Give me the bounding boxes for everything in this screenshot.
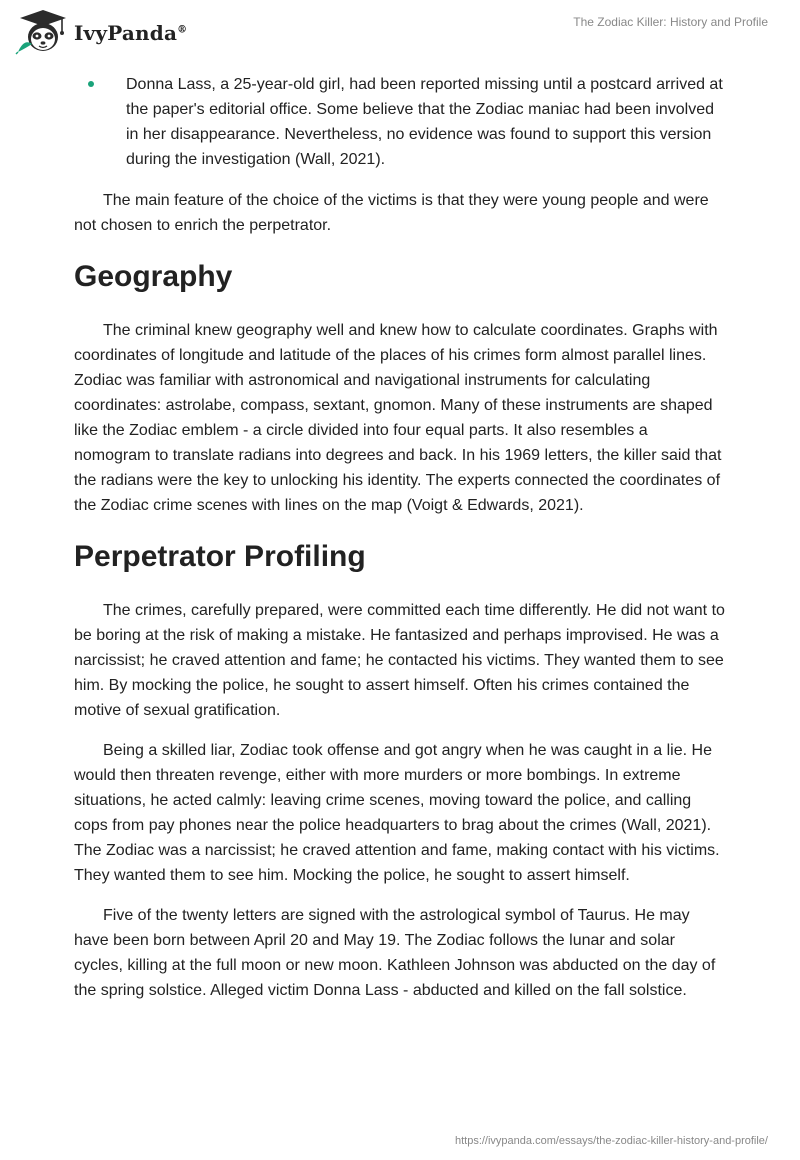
document-title: The Zodiac Killer: History and Profile xyxy=(573,15,768,29)
paragraph-victims: The main feature of the choice of the victims is that they were young people and were not chosen to enrich the perpetrator. xyxy=(74,192,709,234)
source-url[interactable]: https://ivypanda.com/essays/the-zodiac-killer-history-and-profile/ xyxy=(454,1135,768,1147)
heading-geography: Geography xyxy=(74,260,233,293)
essay-body xyxy=(74,72,728,1018)
paragraph-profiling-1: The crimes, carefully prepared, were committed each time differently. He did not want to be boring at the risk of making a mistake. He fantasized and perhaps improvised. He was a narcissist; he craved attention and fame; he contacted his victims. They wanted them to see him. By mocking the police, he sought to assert himself. Often his crimes contained the motive of sexual gratification. xyxy=(74,602,725,719)
bullet-icon xyxy=(88,81,94,87)
page-header xyxy=(0,0,800,62)
paragraph-geography: The criminal knew geography well and knew how to calculate coordinates. Graphs with coordinates of longitude and latitude of the places of his crimes form almost parallel lines. Zodiac was familiar with astronomical and navigational instruments for calculating coordinates: astrolabe, compass, sextant, gnomon. Many of these instruments are shaped like the Zodiac emblem - a circle divided into four equal parts. It also resembles a nomogram to translate radians into degrees and back. In his 1969 letters, the killer said that the radians were the key to unlocking his identity. The experts connected the coordinates of the Zodiac crime scenes with lines on the map (Voigt & Edwards, 2021). xyxy=(74,322,722,514)
ivypanda-logo[interactable] xyxy=(14,8,187,56)
bullet-list xyxy=(74,72,728,172)
paragraph-profiling-3: Five of the twenty letters are signed with the astrological symbol of Taurus. He may have been born between April 20 and May 19. The Zodiac follows the lunar and solar cycles, killing at the full moon or new moon. Kathleen Johnson was abducted on the day of the spring solstice. Alleged victim Donna Lass - abducted and killed on the fall solstice. xyxy=(74,907,716,999)
panda-graduate-icon xyxy=(14,8,72,56)
heading-perpetrator-profiling: Perpetrator Profiling xyxy=(74,540,366,573)
list-item xyxy=(74,72,728,172)
registered-mark: ® xyxy=(177,24,188,36)
paragraph-profiling-2: Being a skilled liar, Zodiac took offense and got angry when he was caught in a lie. He would then threaten revenge, either with more murders or more bombings. In extreme situations, he acted calmly: leaving crime scenes, moving toward the police, and calling cops from pay phones near the police headquarters to brag about the crimes (Wall, 2021). The Zodiac was a narcissist; he craved attention and fame, making contact with his victims. They wanted them to see him. Mocking the police, he sought to assert himself. xyxy=(74,742,720,884)
list-item-text: Donna Lass, a 25-year-old girl, had been reported missing until a postcard arrived at the paper's editorial office. Some believe that the Zodiac maniac had been involved in her disappearance. Nevertheless, no evidence was found to support this version during the investigation (Wall, 2021). xyxy=(126,76,723,168)
brand-name: IvyPanda® xyxy=(74,21,188,45)
